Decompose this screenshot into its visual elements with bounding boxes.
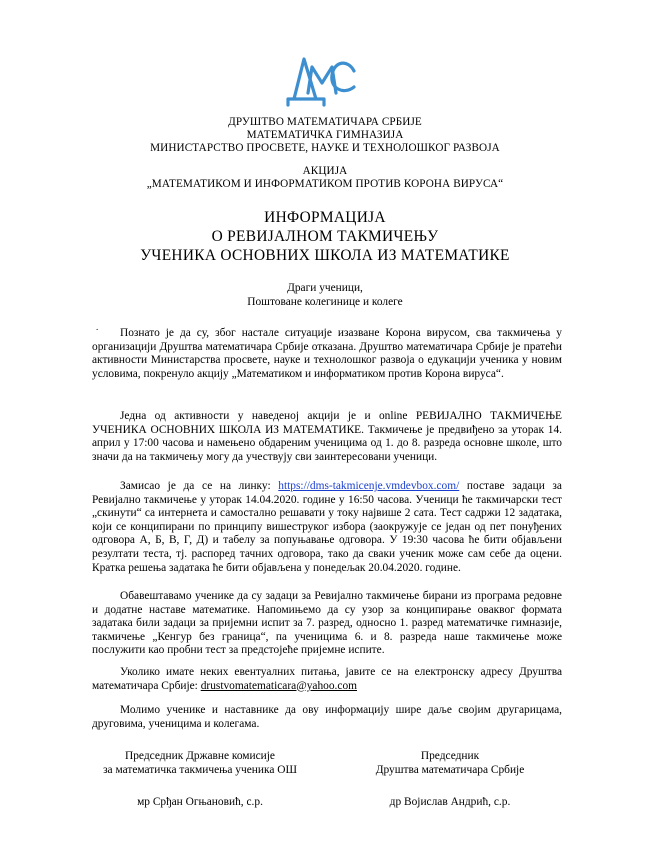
paragraph-1: Познато је да су, због настале ситуације изазване Корона вирусом, сва такмичења у организацији Друштва математичара Србије отказана. Друштво математичара Србије је пратећи активности Министарства просвете, науке и технолошког развоја о едукацији ученика у новим условима, покренуло акцију „Математиком и информатиком против Корона вируса“.: [92, 327, 562, 380]
greeting-line-2: Поштоване колегинице и колеге: [247, 296, 403, 308]
bullet-dot: .: [96, 322, 99, 332]
paragraph-2: Једна од активности у наведеној акцији је и online РЕВИЈАЛНО ТАКМИЧЕЊЕ УЧЕНИКА ОСНОВНИХ ШКОЛА ИЗ МАТЕМАТИКЕ. Такмичење је предвиђено за уторак 14. април у 17:00 часова и намењено обдареним ученицима од 1. до 8. разреда основне школе, што значи да на такмичењу могу да учествују сви заинтересовани ученици.: [92, 410, 562, 463]
signature-left: [72, 750, 328, 777]
contact-email-link[interactable]: drustvomatematicara@yahoo.com: [200, 679, 358, 692]
signature-left-title-2: за математичка такмичења ученика ОШ: [103, 763, 297, 776]
signature-right-title-2: Друштва математичара Србије: [375, 763, 525, 776]
signature-right-title-1: Председник: [420, 750, 480, 762]
competition-link[interactable]: https://dms-takmicenje.vmdevbox.com/: [278, 480, 460, 492]
org-line-2: МАТЕМАТИЧКА ГИМНАЗИЈА: [246, 129, 404, 141]
org-line-1: ДРУШТВО МАТЕМАТИЧАРА СРБИЈЕ: [228, 116, 422, 128]
paragraph-6: Молимо ученике и наставнике да ову информацију шире даље својим другарицама, друговима, ученицима и колегама.: [92, 704, 562, 730]
paragraph-5-text: Уколико имате неких евентуалних питања, јавите се на електронску адресу Друштва математичара Србије:: [92, 666, 562, 692]
doc-title-line-2: О РЕВИЈАЛНОМ ТАКМИЧЕЊУ: [211, 228, 439, 245]
doc-title-line-1: ИНФОРМАЦИЈА: [264, 209, 386, 226]
signature-right-name: др Војислав Андрић, с.р.: [389, 796, 511, 808]
signature-left-title-1: Председник Државне комисије: [125, 750, 275, 762]
dms-logo: [282, 53, 360, 111]
paragraph-4: Обавештавамо ученике да су задаци за Ревијално такмичење бирани из програма редовне и додатне наставе математике. Напомињемо да су узор за конципирање оваквог формата задатака били задаци за пријемни испит за 7. разред, односно 1. разред математичке гимназије, такмичење „Кенгур без граница“, па ученицима 6. и 8. разреда наше такмичење може послужити као пробни тест за предстојеће пријемне испите.: [92, 590, 562, 657]
doc-title-line-3: УЧЕНИКА ОСНОВНИХ ШКОЛА ИЗ МАТЕМАТИКЕ: [140, 247, 510, 264]
paragraph-3: [92, 480, 562, 575]
paragraph-3-text: поставе задаци за Ревијално такмичење у уторак 14.04.2020. године у 16:50 часова. Ученици ће такмичарски тест „скинути“ са интернета и самостално решавати у току највише 2 сата. Тест садржи 12 задатака, који се конципирани по принципу вишеструког избора (заокружује се један од пет понуђених одговора А, Б, В, Г, Д) и табелу за попуњавање одговора. У 19:30 часова ће бити објављени резултати теста, тј. распоред тачних одговора, тако да сваки ученик може сам себе да оцени. Кратка решења задатака ће бити објављена у понедељак 20.04.2020. године.: [92, 480, 562, 574]
action-name: „МАТЕМАТИКОМ И ИНФОРМАТИКОМ ПРОТИВ КОРОНА ВИРУСА“: [146, 178, 504, 190]
paragraph-3-intro: Замисао је да се на линку:: [120, 480, 279, 492]
org-line-3: МИНИСТАРСТВО ПРОСВЕТЕ, НАУКЕ И ТЕХНОЛОШКОГ РАЗВОЈА: [150, 142, 500, 154]
action-label: АКЦИЈА: [302, 165, 348, 177]
paragraph-5: [92, 666, 562, 693]
signature-right: [340, 750, 560, 777]
signature-left-name: мр Срђан Огњановић, с.р.: [137, 796, 263, 808]
greeting-line-1: Драги ученици,: [287, 282, 363, 294]
